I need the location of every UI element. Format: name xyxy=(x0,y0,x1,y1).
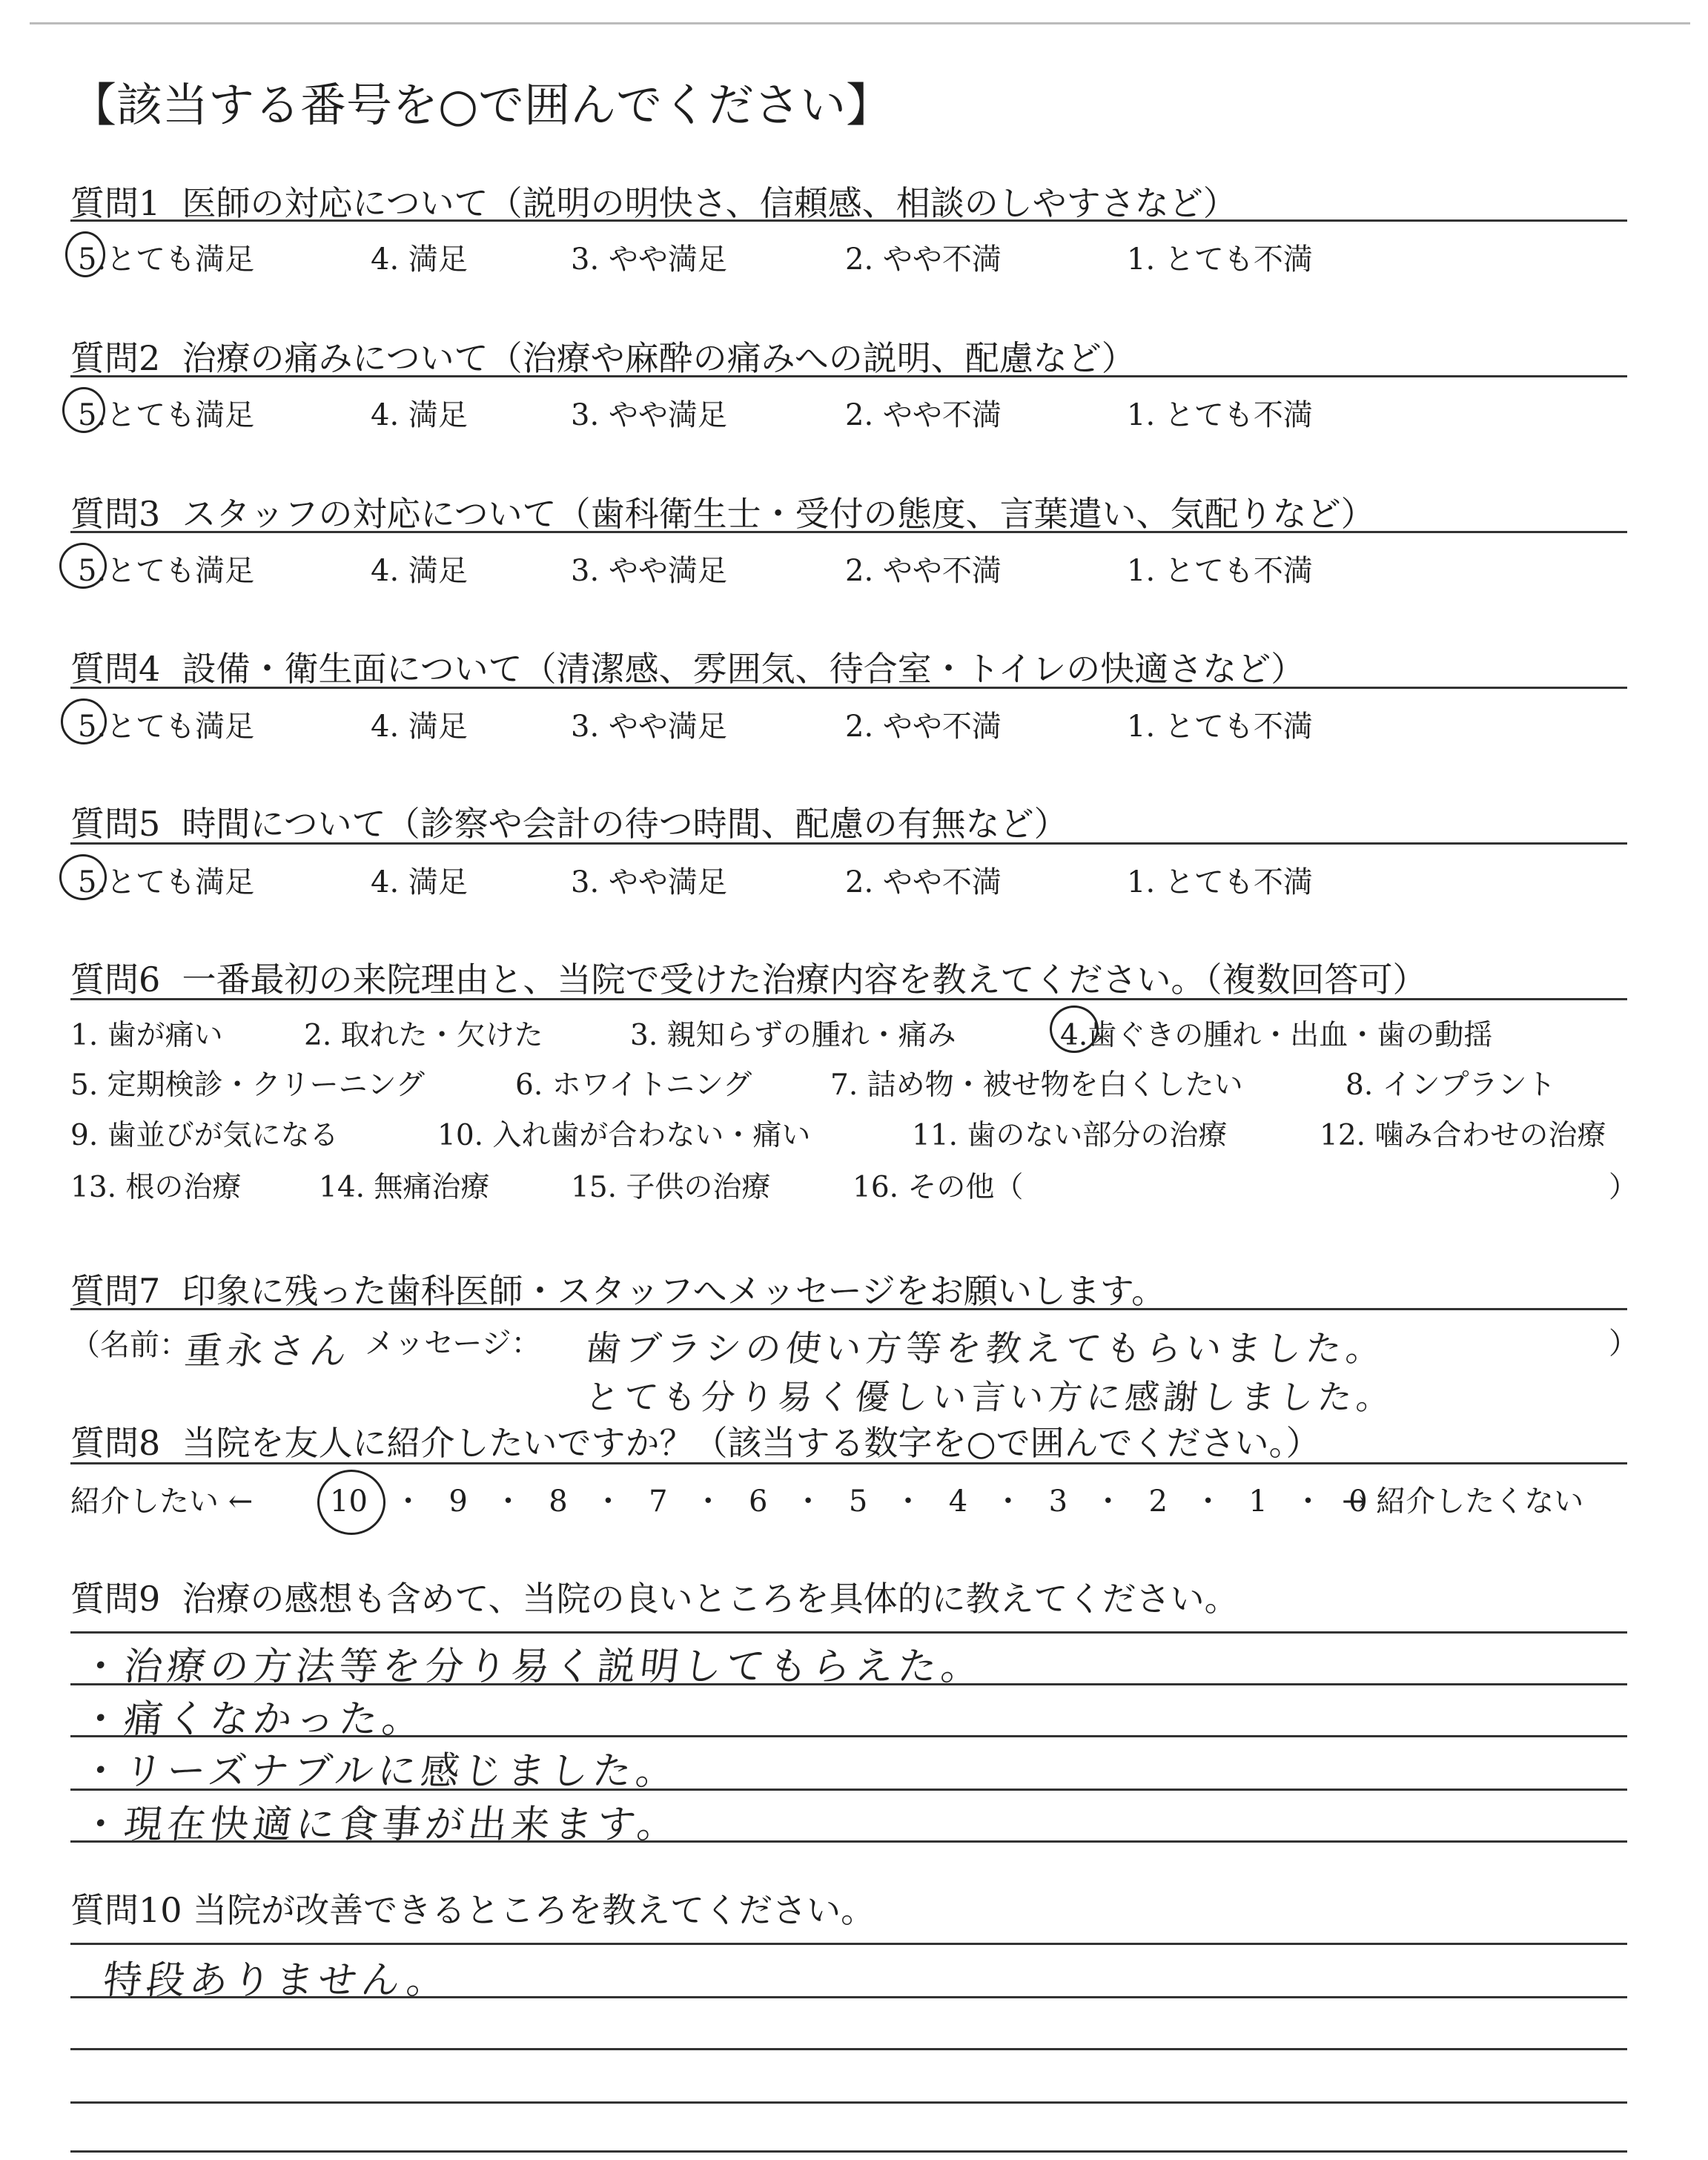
q9-rule-5 xyxy=(70,1840,1627,1843)
question-4-rule xyxy=(70,687,1627,689)
q10-rule-4 xyxy=(70,2101,1627,2104)
question-8-rule xyxy=(70,1462,1627,1464)
q1-option-2[interactable]: 2. やや不満 xyxy=(845,242,1002,277)
q6-option-2[interactable]: 2. 取れた・欠けた xyxy=(304,1019,543,1052)
q9-answer-4[interactable]: ・現在快適に食事が出来ます。 xyxy=(79,1803,683,1847)
question-5-text: 時間について（診察や会計の待つ時間、配慮の有無など） xyxy=(182,804,1068,844)
question-10-text: 当院が改善できるところを教えてください。 xyxy=(193,1890,875,1930)
question-2 xyxy=(70,331,1136,380)
q4-option-2[interactable]: 2. やや不満 xyxy=(845,710,1002,744)
q9-rule-1 xyxy=(70,1631,1627,1634)
q6-option-16[interactable]: 16. その他（ xyxy=(853,1171,1024,1204)
q7-name-value[interactable]: 重永さん xyxy=(182,1330,354,1373)
question-7 xyxy=(70,1264,1165,1313)
q1-option-4[interactable]: 4. 満足 xyxy=(371,242,468,277)
q6-option-3[interactable]: 3. 親知らずの腫れ・痛み xyxy=(630,1019,956,1052)
q6-option-7[interactable]: 7. 詰め物・被せ物を白くしたい xyxy=(830,1069,1243,1102)
question-2-text: 治療の痛みについて（治療や麻酔の痛みへの説明、配慮など） xyxy=(182,338,1136,378)
q6-option-5[interactable]: 5. 定期検診・クリーニング xyxy=(70,1069,425,1102)
q3-option-2[interactable]: 2. やや不満 xyxy=(845,554,1002,588)
q5-option-3[interactable]: 3. やや満足 xyxy=(571,865,727,899)
question-1-text: 医師の対応について（説明の明快さ、信頼感、相談のしやすさなど） xyxy=(182,183,1237,223)
q9-rule-3 xyxy=(70,1735,1627,1737)
q10-rule-1 xyxy=(70,1943,1627,1945)
question-8-text: 当院を友人に紹介したいですか？（該当する数字を○で囲んでください。） xyxy=(182,1423,1320,1463)
q6-option-1[interactable]: 1. 歯が痛い xyxy=(70,1019,223,1052)
q6-option-8[interactable]: 8. インプラント xyxy=(1345,1069,1556,1102)
question-9-text: 治療の感想も含めて、当院の良いところを具体的に教えてください。 xyxy=(182,1579,1239,1619)
q6-option-11[interactable]: 11. 歯のない部分の治療 xyxy=(912,1119,1228,1152)
question-3-rule xyxy=(70,531,1627,533)
q3-option-4[interactable]: 4. 満足 xyxy=(371,554,468,588)
q2-option-1[interactable]: 1. とても不満 xyxy=(1127,398,1313,432)
q6-option-13[interactable]: 13. 根の治療 xyxy=(70,1171,242,1204)
q1-option-1[interactable]: 1. とても不満 xyxy=(1127,242,1313,277)
question-6 xyxy=(70,953,1427,1002)
question-3 xyxy=(70,487,1375,536)
q3-option-3[interactable]: 3. やや満足 xyxy=(571,554,727,588)
q9-answer-1[interactable]: ・治療の方法等を分り易く説明してもらえた。 xyxy=(79,1645,987,1689)
q6-close-paren: ） xyxy=(1609,1171,1638,1204)
q10-rule-2 xyxy=(70,1996,1627,1998)
q9-answer-3[interactable]: ・リーズナブルに感じました。 xyxy=(79,1749,681,1794)
question-10-label: 質問10 xyxy=(70,1890,182,1930)
q4-option-3[interactable]: 3. やや満足 xyxy=(571,710,727,744)
q2-option-2[interactable]: 2. やや不満 xyxy=(845,398,1002,432)
q1-option-5[interactable]: 5.とても満足 xyxy=(78,242,255,277)
question-6-label: 質問6 xyxy=(70,960,161,1000)
question-8 xyxy=(70,1416,1320,1465)
q9-rule-4 xyxy=(70,1789,1627,1791)
q4-option-5[interactable]: 5.とても満足 xyxy=(78,710,255,744)
question-5 xyxy=(70,797,1068,846)
question-2-label: 質問2 xyxy=(70,338,161,378)
question-8-label: 質問8 xyxy=(70,1423,161,1463)
question-7-label: 質問7 xyxy=(70,1271,161,1311)
question-5-label: 質問5 xyxy=(70,804,161,844)
question-3-text: スタッフの対応について（歯科衛生士・受付の態度、言葉遣い、気配りなど） xyxy=(182,494,1375,534)
q6-option-9[interactable]: 9. 歯並びが気になる xyxy=(70,1119,339,1152)
q1-option-3[interactable]: 3. やや満足 xyxy=(571,242,727,277)
q7-message-line-1[interactable]: 歯ブラシの使い方等を教えてもらいました。 xyxy=(583,1328,1388,1370)
q4-option-1[interactable]: 1. とても不満 xyxy=(1127,710,1313,744)
question-9-label: 質問9 xyxy=(70,1579,161,1619)
q6-option-4[interactable]: 4.歯ぐきの腫れ・出血・歯の動揺 xyxy=(1060,1019,1493,1052)
question-2-rule xyxy=(70,375,1627,377)
question-4 xyxy=(70,642,1305,691)
question-7-rule xyxy=(70,1308,1627,1310)
q5-option-2[interactable]: 2. やや不満 xyxy=(845,865,1002,899)
top-border xyxy=(30,22,1690,24)
q4-option-4[interactable]: 4. 満足 xyxy=(371,710,468,744)
page-title: 【該当する番号を○で囲んでください】 xyxy=(70,78,893,132)
q2-option-3[interactable]: 3. やや満足 xyxy=(571,398,727,432)
q2-option-4[interactable]: 4. 満足 xyxy=(371,398,468,432)
q8-left-label: 紹介したい ← xyxy=(70,1484,254,1519)
q3-option-1[interactable]: 1. とても不満 xyxy=(1127,554,1313,588)
question-6-rule xyxy=(70,998,1627,1000)
q5-option-1[interactable]: 1. とても不満 xyxy=(1127,865,1313,899)
q2-option-5[interactable]: 5.とても満足 xyxy=(78,398,255,432)
q5-option-5[interactable]: 5.とても満足 xyxy=(78,865,255,899)
question-6-text: 一番最初の来院理由と、当院で受けた治療内容を教えてください。（複数回答可） xyxy=(182,960,1427,1000)
question-10 xyxy=(70,1883,875,1932)
q7-name-label: （名前： xyxy=(70,1328,189,1362)
question-7-text: 印象に残った歯科医師・スタッフへメッセージをお願いします。 xyxy=(182,1271,1166,1311)
q9-answer-2[interactable]: ・痛くなかった。 xyxy=(79,1697,428,1742)
question-4-label: 質問4 xyxy=(70,649,161,689)
q3-option-5[interactable]: 5.とても満足 xyxy=(78,554,255,588)
q9-rule-2 xyxy=(70,1683,1627,1685)
q6-option-15[interactable]: 15. 子供の治療 xyxy=(571,1171,771,1204)
q7-message-label: メッセージ： xyxy=(365,1327,541,1361)
q6-option-14[interactable]: 14. 無痛治療 xyxy=(319,1171,490,1204)
question-5-rule xyxy=(70,842,1627,845)
q6-option-10[interactable]: 10. 入れ歯が合わない・痛い xyxy=(437,1119,811,1152)
question-1-label: 質問1 xyxy=(70,183,161,223)
q7-close-paren: ） xyxy=(1609,1327,1638,1361)
q5-option-4[interactable]: 4. 満足 xyxy=(371,865,468,899)
question-4-text: 設備・衛生面について（清潔感、雰囲気、待合室・トイレの快適さなど） xyxy=(182,649,1305,689)
q8-right-label: → 紹介したくない xyxy=(1342,1484,1584,1519)
question-3-label: 質問3 xyxy=(70,494,161,534)
q7-message-line-2[interactable]: とても分り易く優しい言い方に感謝しました。 xyxy=(583,1377,1397,1417)
q6-option-12[interactable]: 12. 噛み合わせの治療 xyxy=(1320,1119,1606,1152)
q6-option-6[interactable]: 6. ホワイトニング xyxy=(515,1069,752,1102)
q10-rule-5 xyxy=(70,2150,1627,2153)
q10-answer-1[interactable]: 特段ありません。 xyxy=(101,1958,452,2003)
q10-rule-3 xyxy=(70,2048,1627,2050)
question-1-rule xyxy=(70,219,1627,222)
question-9 xyxy=(70,1572,1239,1621)
question-1 xyxy=(70,176,1237,225)
q8-scale[interactable]: 10 ・ 9 ・ 8 ・ 7 ・ 6 ・ 5 ・ 4 ・ 3 ・ 2 ・ 1 ・ 0 xyxy=(330,1484,1368,1519)
